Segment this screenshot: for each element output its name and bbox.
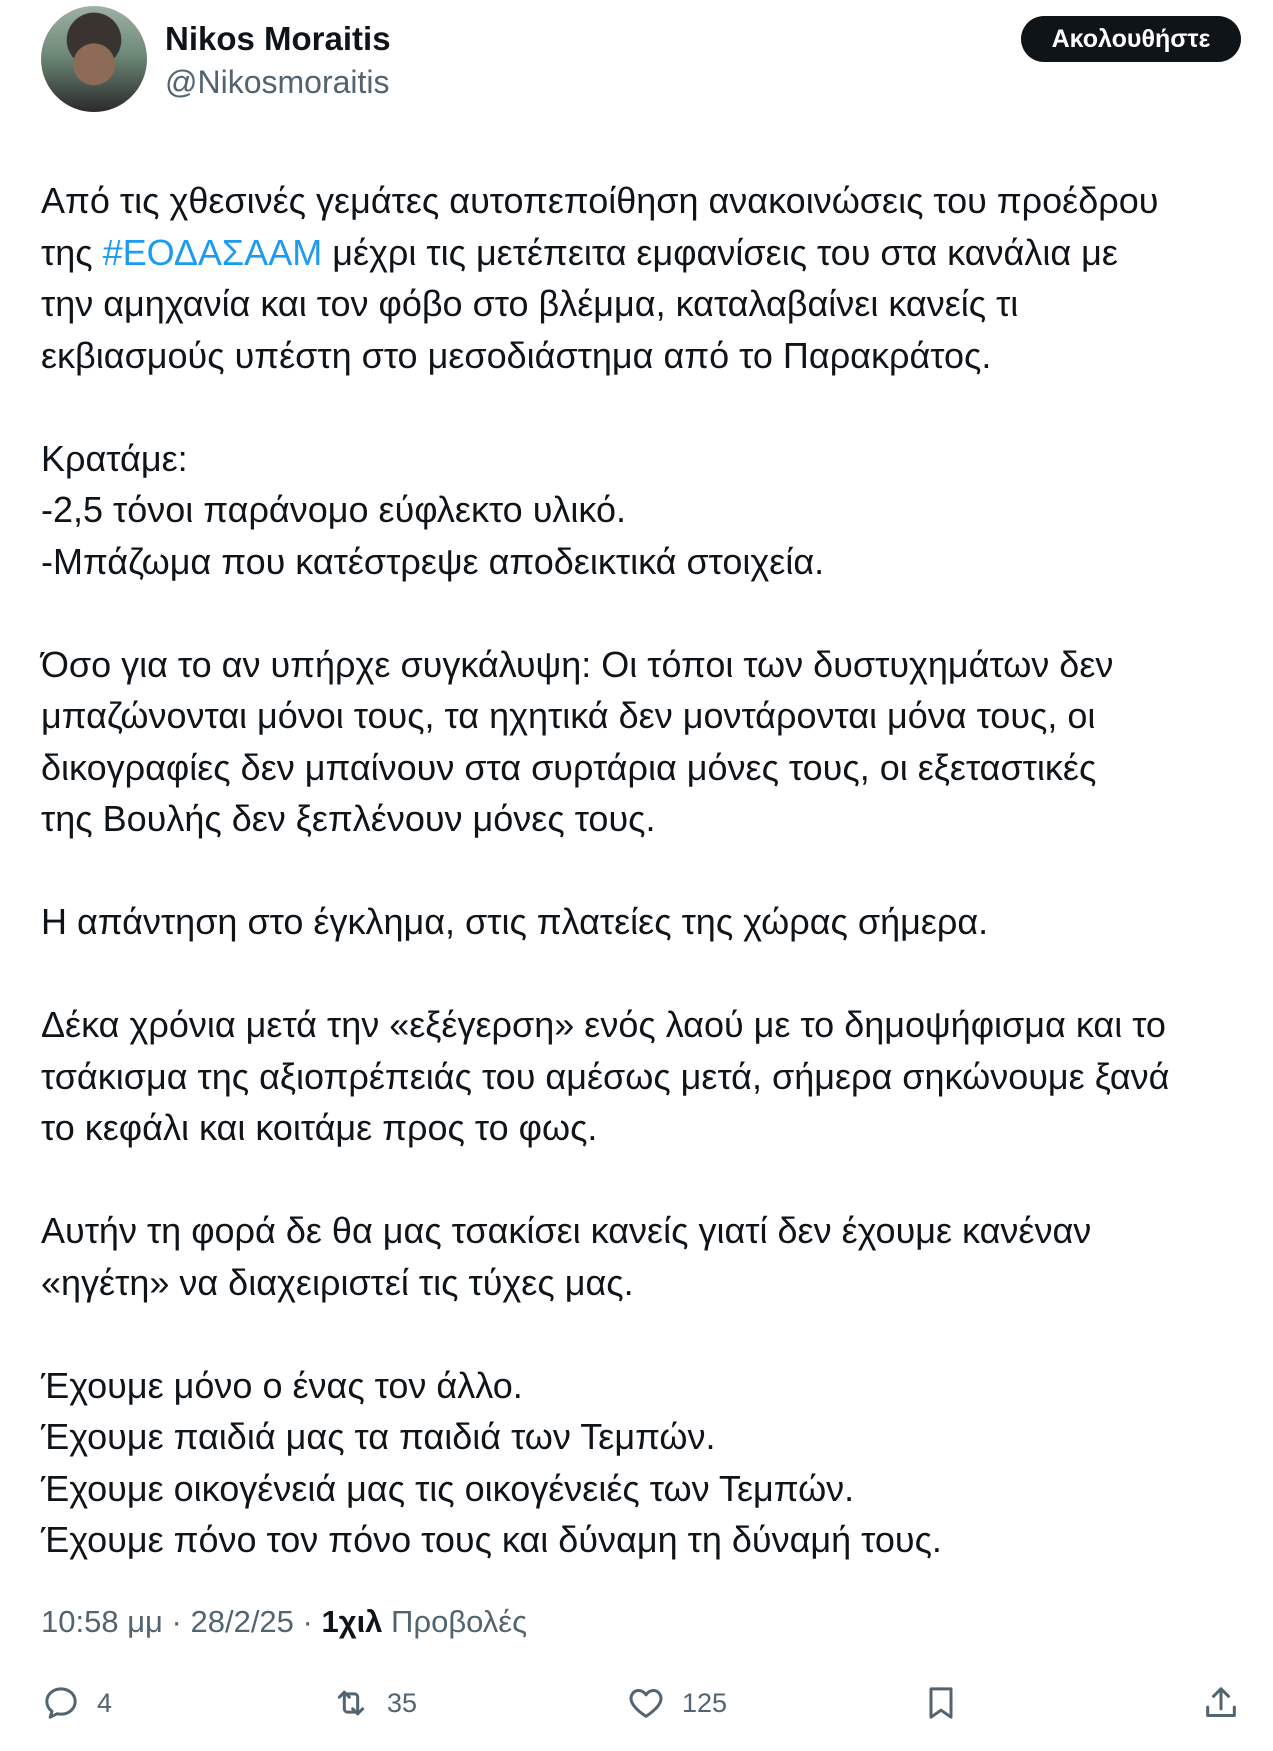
reply-button[interactable]	[41, 1680, 112, 1726]
tweet-time[interactable]: 10:58 μμ	[41, 1604, 163, 1639]
tweet-line: Έχουμε μόνο ο ένας τον άλλο.	[41, 1364, 523, 1406]
paragraph-gap	[41, 1154, 1256, 1206]
author-handle[interactable]: @Nikosmoraitis	[165, 64, 390, 100]
tweet-line: Έχουμε οικογένειά μας τις οικογένειές των Τεμπών.	[41, 1467, 855, 1509]
share-icon	[1201, 1683, 1241, 1723]
tweet-line: δικογραφίες δεν μπαίνουν στα συρτάρια μόνες τους, οι εξεταστικές	[41, 746, 1097, 788]
reply-count: 4	[97, 1687, 113, 1718]
follow-button[interactable]: Ακολουθήστε	[1021, 16, 1241, 62]
heart-icon	[626, 1683, 666, 1723]
tweet-line: Αυτήν τη φορά δε θα μας τσακίσει κανείς γιατί δεν έχουμε κανέναν	[41, 1210, 1092, 1251]
hashtag-link[interactable]: #ΕΟΔΑΣΑΑΜ	[102, 231, 323, 273]
tweet-line: Δέκα χρόνια μετά την «εξέγερση» ενός λαού με το δημοψήφισμα και το	[41, 1004, 1166, 1045]
retweet-icon	[331, 1683, 371, 1723]
like-button[interactable]	[626, 1680, 727, 1726]
tweet-line: εκβιασμούς υπέστη στο μεσοδιάστημα από το Παρακράτος.	[41, 334, 992, 376]
share-button[interactable]	[1201, 1680, 1241, 1726]
tweet-line	[41, 227, 1256, 279]
paragraph-gap	[41, 1308, 1256, 1360]
tweet-line: το κεφάλι και κοιτάμε προς το φως.	[41, 1107, 598, 1148]
avatar[interactable]	[41, 6, 147, 112]
author-name[interactable]: Nikos Moraitis	[165, 20, 391, 57]
tweet-line: Η απάντηση στο έγκλημα, στις πλατείες της χώρας σήμερα.	[41, 901, 989, 942]
tweet-text-segment: της	[41, 231, 103, 273]
tweet-line: Από τις χθεσινές γεμάτες αυτοπεποίθηση ανακοινώσεις του προέδρου	[41, 180, 1159, 221]
tweet-line: Έχουμε παιδιά μας τα παιδιά των Τεμπών.	[41, 1416, 716, 1457]
tweet-line: την αμηχανία και τον φόβο στο βλέμμα, καταλαβαίνει κανείς τι	[41, 283, 1019, 324]
views-label: Προβολές	[382, 1604, 528, 1639]
tweet-line: τσάκισμα της αξιοπρέπειάς του αμέσως μετά, σήμερα σηκώνουμε ξανά	[41, 1055, 1170, 1097]
reply-icon	[41, 1683, 81, 1723]
like-count: 125	[682, 1687, 728, 1718]
tweet-line: -Μπάζωμα που κατέστρεψε αποδεικτικά στοιχεία.	[41, 540, 825, 582]
bookmark-icon	[921, 1683, 961, 1723]
retweet-button[interactable]	[331, 1680, 417, 1726]
paragraph-gap	[41, 948, 1256, 1000]
retweet-count: 35	[387, 1687, 418, 1718]
tweet-line: -2,5 τόνοι παράνομο εύφλεκτο υλικό.	[41, 489, 626, 530]
paragraph-gap	[41, 381, 1256, 433]
tweet-text	[41, 175, 1256, 1566]
meta-separator: ·	[293, 1604, 322, 1639]
tweet-line: Κρατάμε:	[41, 437, 188, 479]
meta-separator: ·	[162, 1604, 191, 1639]
views-count: 1χιλ	[321, 1604, 383, 1639]
tweet-text-segment: μέχρι τις μετέπειτα εμφανίσεις του στα κανάλια με	[322, 231, 1118, 273]
tweet-line: μπαζώνονται μόνοι τους, τα ηχητικά δεν μοντάρονται μόνα τους, οι	[41, 695, 1096, 736]
tweet-date[interactable]: 28/2/25	[190, 1604, 294, 1639]
tweet-line: Έχουμε πόνο τον πόνο τους και δύναμη τη δύναμή τους.	[41, 1519, 942, 1560]
tweet-line: «ηγέτη» να διαχειριστεί τις τύχες μας.	[41, 1261, 634, 1303]
bookmark-button[interactable]	[921, 1680, 961, 1726]
tweet-header	[41, 6, 1241, 116]
action-bar	[41, 1680, 1241, 1726]
tweet-meta	[41, 1604, 527, 1640]
tweet-line: της Βουλής δεν ξεπλένουν μόνες τους.	[41, 798, 656, 839]
paragraph-gap	[41, 845, 1256, 897]
tweet-line: Όσο για το αν υπήρχε συγκάλυψη: Οι τόποι των δυστυχημάτων δεν	[41, 643, 1114, 685]
paragraph-gap	[41, 587, 1256, 639]
